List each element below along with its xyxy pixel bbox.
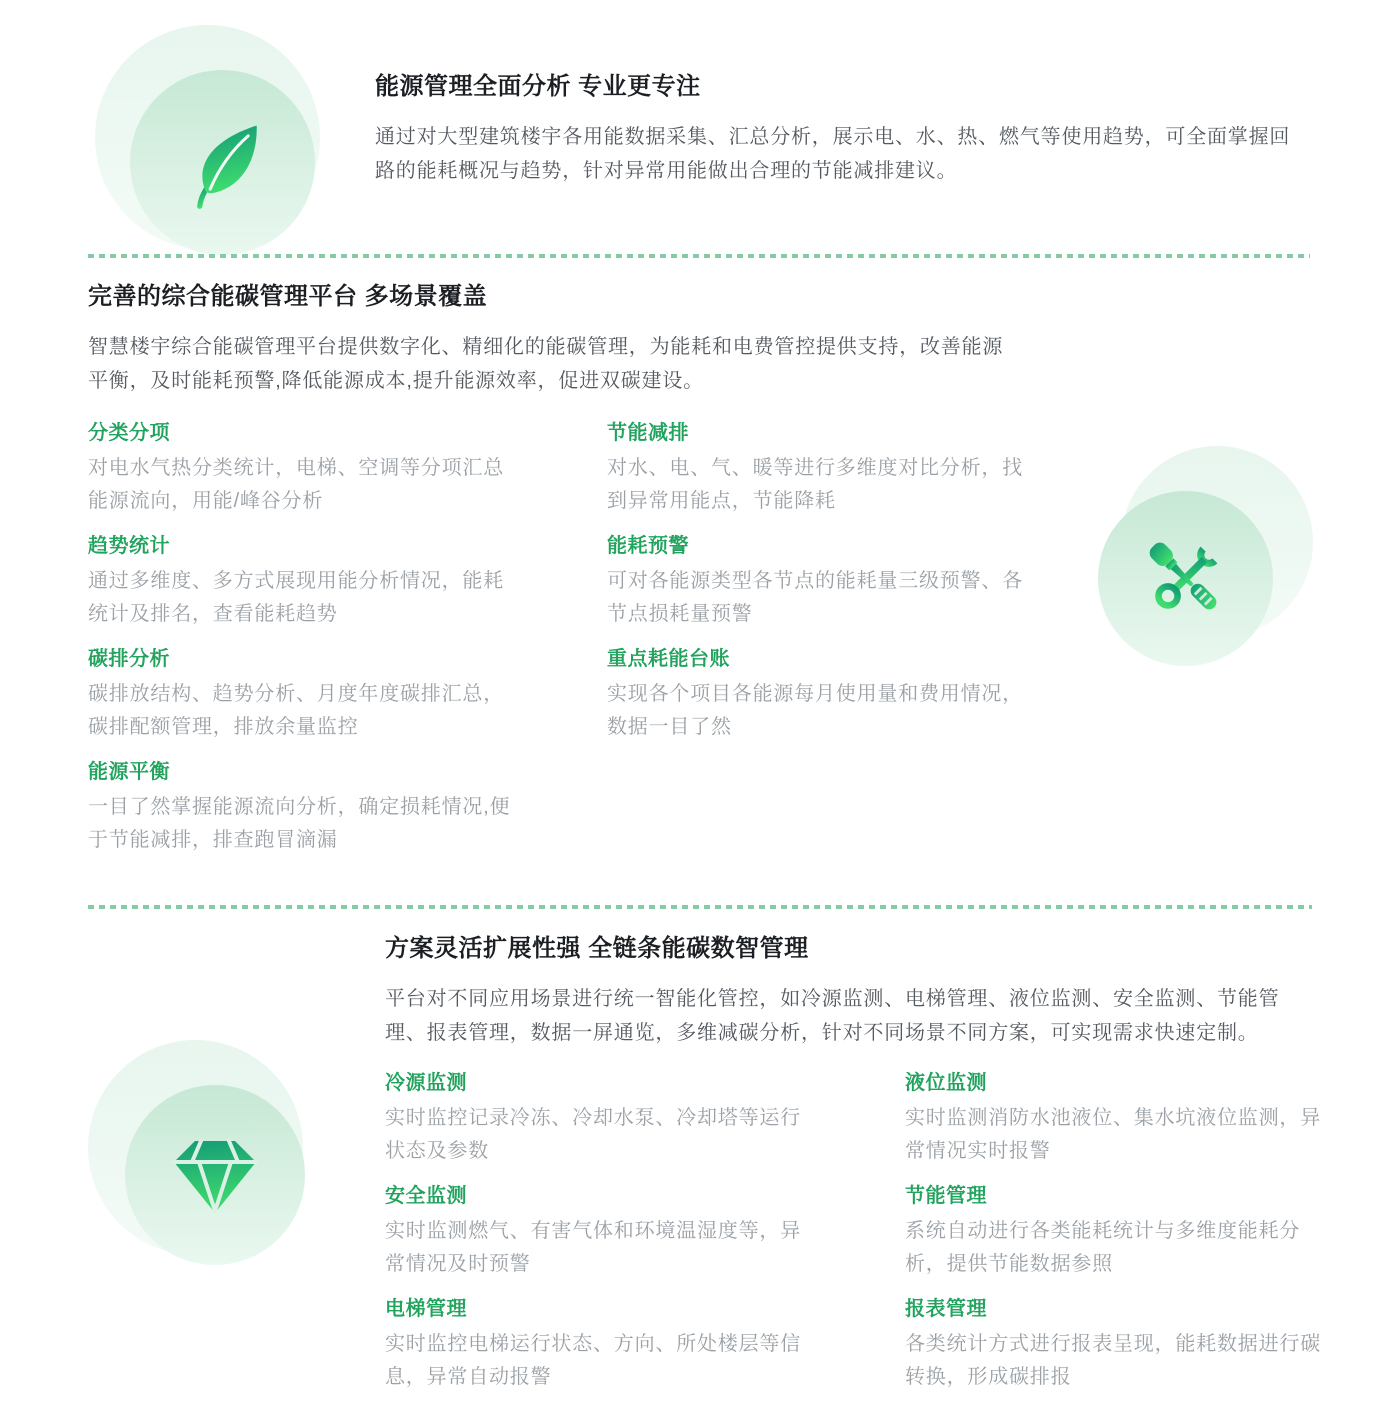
leaf-icon <box>175 115 270 210</box>
feature-safety-monitoring <box>385 1179 835 1281</box>
feature-title: 趋势统计 <box>88 535 170 557</box>
section-desc-platform: 智慧楼宇综合能碳管理平台提供数字化、精细化的能碳管理，为能耗和电费管控提供支持，改善能源平衡，及时能耗预警,降低能源成本,提升能源效率，促进双碳建设。 <box>88 336 1004 392</box>
feature-description: 对电水气热分类统计，电梯、空调等分项汇总能源流向，用能/峰谷分析 <box>88 457 504 512</box>
feature-description: 各类统计方式进行报表呈现，能耗数据进行碳转换，形成碳排报 <box>905 1333 1321 1388</box>
solution-features-left-column <box>385 1066 835 1405</box>
platform-features-left-column <box>88 416 538 868</box>
feature-energy-saving <box>607 416 1057 518</box>
feature-title: 能源平衡 <box>88 761 170 783</box>
feature-title: 分类分项 <box>88 422 170 444</box>
feature-energy-warning <box>607 529 1057 631</box>
feature-title: 碳排分析 <box>88 648 170 670</box>
feature-energy-balance <box>88 755 538 857</box>
tools-icon <box>1138 531 1233 626</box>
feature-title: 节能减排 <box>607 422 689 444</box>
feature-title: 报表管理 <box>905 1298 987 1320</box>
feature-description: 实时监测消防水池液位、集水坑液位监测，异常情况实时报警 <box>905 1107 1321 1162</box>
feature-title: 节能管理 <box>905 1185 987 1207</box>
feature-title: 重点耗能台账 <box>607 648 730 670</box>
feature-description: 通过多维度、多方式展现用能分析情况，能耗统计及排名，查看能耗趋势 <box>88 570 504 625</box>
section-desc-energy-analysis: 通过对大型建筑楼宇各用能数据采集、汇总分析，展示电、水、热、燃气等使用趋势，可全面掌握回路的能耗概况与趋势，针对异常用能做出合理的节能减排建议。 <box>375 126 1291 182</box>
feature-title: 电梯管理 <box>385 1298 467 1320</box>
feature-description: 实时监控记录冷冻、冷却水泵、冷却塔等运行状态及参数 <box>385 1107 801 1162</box>
leaf-badge <box>95 25 325 255</box>
section-title-solution: 方案灵活扩展性强 全链条能碳数智管理 <box>385 935 809 962</box>
feature-description: 实现各个项目各能源每月使用量和费用情况，数据一目了然 <box>607 683 1023 738</box>
feature-description: 实时监控电梯运行状态、方向、所处楼层等信息，异常自动报警 <box>385 1333 801 1388</box>
feature-title: 能耗预警 <box>607 535 689 557</box>
tools-badge <box>1098 446 1313 676</box>
feature-description: 一目了然掌握能源流向分析，确定损耗情况,便于节能减排，排查跑冒滴漏 <box>88 796 511 851</box>
feature-title: 冷源监测 <box>385 1072 467 1094</box>
dotted-divider <box>88 905 1312 909</box>
feature-title: 液位监测 <box>905 1072 987 1094</box>
feature-description: 对水、电、气、暖等进行多维度对比分析，找到异常用能点，节能降耗 <box>607 457 1023 512</box>
feature-report-management <box>905 1292 1365 1394</box>
feature-liquid-level-monitoring <box>905 1066 1365 1168</box>
platform-features-right-column <box>607 416 1057 755</box>
section-desc-solution: 平台对不同应用场景进行统一智能化管控，如冷源监测、电梯管理、液位监测、安全监测、节能管理、报表管理，数据一屏通览，多维减碳分析，针对不同场景不同方案，可实现需求快速定制。 <box>385 988 1280 1044</box>
feature-cooling-monitoring <box>385 1066 835 1168</box>
gem-badge <box>88 1040 323 1280</box>
feature-description: 碳排放结构、趋势分析、月度年度碳排汇总，碳排配额管理，排放余量监控 <box>88 683 504 738</box>
section-title-energy-analysis: 能源管理全面分析 专业更专注 <box>375 73 701 100</box>
dotted-divider <box>88 254 1310 258</box>
gem-icon <box>165 1125 265 1225</box>
solution-features-right-column <box>905 1066 1365 1405</box>
feature-classification <box>88 416 538 518</box>
feature-energy-saving-management <box>905 1179 1365 1281</box>
feature-carbon-analysis <box>88 642 538 744</box>
feature-description: 实时监测燃气、有害气体和环境温湿度等，异常情况及时预警 <box>385 1220 801 1275</box>
feature-description: 可对各能源类型各节点的能耗量三级预警、各节点损耗量预警 <box>607 570 1023 625</box>
feature-elevator-management <box>385 1292 835 1394</box>
feature-trend-statistics <box>88 529 538 631</box>
section-title-platform: 完善的综合能碳管理平台 多场景覆盖 <box>88 283 488 310</box>
feature-description: 系统自动进行各类能耗统计与多维度能耗分析，提供节能数据参照 <box>905 1220 1301 1275</box>
feature-title: 安全监测 <box>385 1185 467 1207</box>
feature-key-ledger <box>607 642 1057 744</box>
